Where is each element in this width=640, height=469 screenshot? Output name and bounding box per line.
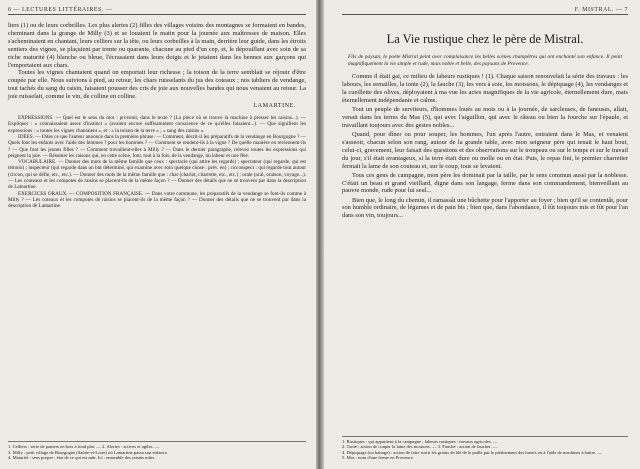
note-idees: IDÉES. — Dites ce que l'auteur annonce dans la première phrase. — Comment, décrit-il les préparatifs de la vendange en Bourgogne ? — Quels font les enfants avec l'aide des femmes ? pour les hommes ? — Comment se rendent-ils à la vigne ? De quelle manière en reviennent-ils ? — Que font les jeunes filles ? — Comment travaillent-elles à Milly ? — Dans le dernier paragraphe, relevez toutes les expressions qui peignent la joie. — Résumer les raisons qui, en cette scène, font, tout à la fois, de la vendange, un labeur et une fête. <box>8 133 306 159</box>
right-footnote-4: 5. Mas : nom d'une ferme en Provence. <box>342 455 414 461</box>
right-running-head: F. MISTRAL. — 7 <box>342 7 628 15</box>
left-page <box>0 0 318 469</box>
left-running-head: 6 — LECTURES LITTÉRAIRES. — <box>8 7 306 15</box>
note-vocabulaire: VOCABULAIRE. — Donner des mots de la même famille que ceux : spectacle (qui attire les regards) ; spectateur (qui regarde, qui est témoin) ; inspecteur (qui regarde dans un but déterminé, qui examine avec soin quelque chose : prév. en) ; circonspect : qui regarde tout autour (circon, qui se défie, etc., etc.). — Donner des mots de la même famille que : char (chariot, charrette, etc., etc.) ; orale (oral, oraison, voyage...). — Les couteaux et les compotes de raisins se placent-ils de la même façon ? — Donner des détails que ne se trouvent par dans la description de Lamartine. <box>8 159 306 191</box>
chapter-title: La Vie rustique chez le père de Mistral. <box>386 32 584 46</box>
right-footnote-3: 4. Dépiquage (ou battage) : action de faire sortir les grains de blé de la paille par le piétinement des bœufs ou à l'aide de machines à battre. — <box>342 449 603 455</box>
note-expressions: EXPRESSIONS. — Quel est le sens du mot : provenir, dans le texte ? (La pièce où se trouve la machine à presser les raisins...). — Expliquer : « connaissaient assez d'instinct » (avaient encore suffisamment conscience de ce qu'elles faisaient...). — Que signifient les expressions : « toutes les vignes chantaient », et : « la toison de la terre » ; « sang des raisins ». <box>8 115 306 134</box>
right-paragraph-4: Tous ces gens de campagne, mon père les dominait par la taille, par le sens commun aussi par la noblesse. C'était un beau et grand vieillard, digne dans son langage, ferme dans son commandement, bienveillant au pauvre monde, rude pour lui seul... <box>342 171 628 195</box>
left-footnote-2: 3. Milly : petit village de Bourgogne (Saône-et-Loire) où Lamartine passa son enfance. <box>8 449 168 455</box>
left-footnote-1: 1. Celliers : serte de paniers en bois à fond plat. — 2. Alertes : actives et agiles. — <box>8 444 160 450</box>
note-exercices-oraux: EXERCICES ORAUX. — COMPOSITION FRANÇAISE. — Dans votre commune, les préparatifs de la vendange se font-ils comme à Milly ? — Les coteaux et les compotes de raisins se placent-ils de la même façon ? — Donner des détails que ne se trouvent par dans la description de Lamartine. <box>8 190 306 210</box>
author-signature: LAMARTINE. <box>253 103 296 110</box>
right-footnote-1: 1. Rustiques : qui appartient à la campagne ; labeurs rustiques : travaux agricoles. — <box>342 438 498 444</box>
right-paragraph-3: Quand, pour dîner ou pour souper, les hommes, l'un après l'autre, entraient dans le Mas, et venaient s'asseoir, chacun selon son rang, autour de la grande table, avec mon seigneur père qui tenait le haut bout, celui-ci, gravement, leur faisait des questions et des observations sur le troupeau ou sur le temps et sur le travail du jour, s'il était avantageux, si la terre était dure ou molle ou en état. Puis, le repas fini, le premier charretier fermait la lame de son couteau et, sur le coup, tous se levaient. <box>342 130 628 170</box>
left-paragraph-2: Toutes les vignes chantaient quand on emportait leur richesse ; la toison de la terre semblait se réjouir d'être coupée par elle. Nous suivions à pied, au retour, les chars ruisselants du jus des coteaux ; nos tabliers de vendange, tout tachés du sang du raisin, faisaient pousser des cris de joie aux nouvelles bandes qui nous venaient au retour. La joie ruisselait, comme le vin, de colline en colline. <box>8 69 306 101</box>
right-footnote-2: 2. Tonte : action de couper la laine des moutons. — 3. Fauche : action de faucher. — <box>342 444 498 450</box>
exercise-notes <box>8 115 306 209</box>
left-paragraph-1: liers (1) ou de leurs corbeilles. Les plus alertes (2) filles des villages voisins des montagnes se formaient en bandes, cheminant dans la grange de Milly (3) et se louaient le matin pour la journée aux maîtresses de maison. Elles s'acheminaient en chantant, leurs celliers sur la tête, ou leurs corbeilles à la main, derrière leur guide, dans les étroits sentiers des vignes, se plaçaient par trente ou quarante, chacune au pied d'un cep, et, le dépouillant avec soin de sa riche maturité (4) blanche ou bleue, l'écrasaient dans leurs doigts et le jetaient dans les bennes aux garçons qui l'emportaient aux chars. <box>8 22 306 69</box>
right-footnotes <box>342 436 628 461</box>
right-page <box>322 0 640 469</box>
left-footnote-3: 4. Maturité : sens propre : état de ce qui est mûr. Ici : ensemble des raisins mûrs. <box>8 455 156 461</box>
right-paragraph-5: Bien que, le long du chemin, il ramassât une bûchette pour l'apporter au foyer ; bien qu'il se contentât, pour son humble ordinaire, de légumes et de pain bis ; bien que, dans l'abondance, il fût toujours mis et fût pour l'an dans son vin, toujours... <box>342 196 628 220</box>
right-paragraph-2: Tout un peuple de serviteurs, d'hommes loués au mois ou à la journée, de sarcleuses, de faneuses, allait, venait dans les terres du Mas (5), qui avec l'aiguillon, qui avec le râteau ou bien la fourche sur l'épaule, et travaillant toujours avec des gestes nobles... <box>342 106 628 129</box>
right-paragraph-1: Comme il était gai, ce milieu de labeurs rustiques ! (1). Chaque saison renouvelait la série des travaux : les labours, les semailles, la tonte (2), la fauche (3), les vers à soie, les moissons, le dépiquage (4), les vendanges et la cueillette des olives, déployaient à ma vue les actes magnifiques de la vie agricole, éternellement dure, mais éternellement indépendante et calme. <box>342 73 628 104</box>
book-gutter <box>316 0 324 469</box>
left-footnotes <box>8 441 306 461</box>
chapter-intro: Fils de paysan, le poète Mistral peint avec complaisance les belles scènes champêtres qui ont enchanté son enfance. Il peint magnifiquement la vie simple et rude, mais noble et belle, des paysans de Provence. <box>348 54 622 67</box>
